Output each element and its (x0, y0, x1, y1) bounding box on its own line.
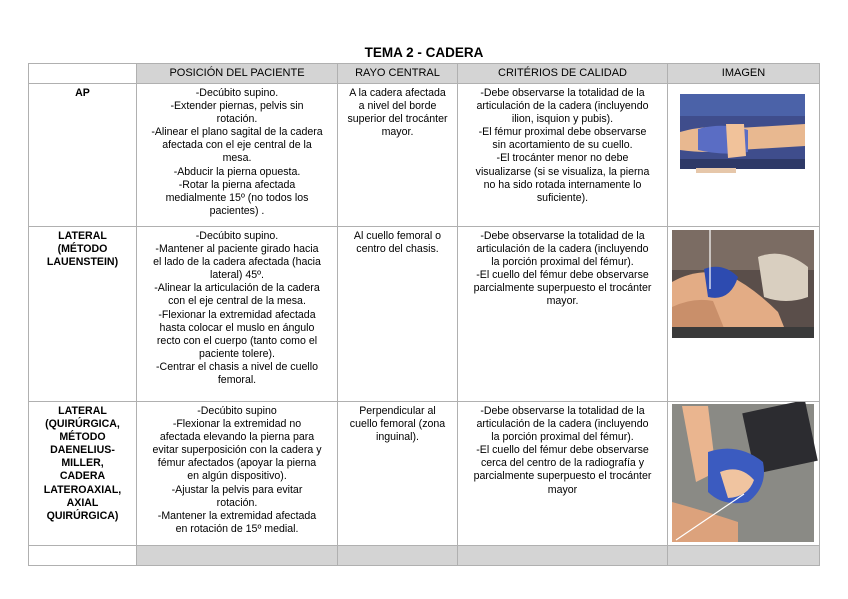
text-line: paciente tolere). (199, 347, 275, 360)
footer-cell (137, 546, 338, 566)
patient-photo-ap (668, 84, 818, 225)
text-line: rotación. (216, 496, 258, 509)
text-line: mesa. (222, 152, 252, 165)
text-line: -Debe observarse la totalidad de la (480, 405, 645, 417)
text-line: -Flexionar la extremidad afectada (158, 308, 316, 321)
cell-text (340, 87, 455, 139)
text-line: AP (75, 87, 90, 99)
text-line: rotación. (216, 113, 258, 126)
image-cell (668, 402, 820, 546)
text-line: AXIAL (66, 496, 99, 509)
row-name (29, 84, 137, 227)
table-row-lateral-quirurgica (29, 402, 820, 546)
text-line: parcialmente superpuesto el trocánter (473, 470, 652, 483)
footer-empty-cell (29, 546, 137, 566)
cell-text (29, 230, 136, 269)
text-line: articulación de la cadera (incluyendo (476, 100, 649, 113)
text-line: -Flexionar la extremidad no (172, 418, 302, 431)
text-line: MILLER, (61, 457, 104, 470)
position-cell (137, 402, 338, 546)
text-line: mayor (547, 483, 578, 496)
text-line: -El cuello del fémur debe observarse (476, 269, 649, 282)
text-line: medialmente 15º (no todos los (165, 191, 309, 204)
text-line: Perpendicular al (359, 405, 436, 417)
footer-cell (458, 546, 668, 566)
text-line: QUIRÚRGICA) (46, 509, 119, 522)
text-line: fémur afectados (apoyar la pierna (157, 457, 317, 470)
ray-cell (338, 227, 458, 402)
text-line: -Mantener la extremidad afectada (157, 509, 317, 522)
text-line: -Decúbito supino (197, 405, 277, 417)
text-line: con el eje central de la mesa. (168, 295, 306, 308)
ray-cell (338, 84, 458, 227)
image-cell (668, 84, 820, 227)
text-line: MÉTODO (59, 431, 106, 444)
text-line: articulación de la cadera (incluyendo (476, 418, 649, 431)
cell-text (139, 405, 335, 536)
text-line: -Mantener al paciente girado hacia (155, 243, 319, 256)
table-row-lateral-lauenstein (29, 227, 820, 402)
text-line: cerca del centro de la radiografía y (480, 457, 645, 470)
position-cell (137, 227, 338, 402)
text-line: evitar superposición con la cadera y (152, 444, 322, 457)
header-image: IMAGEN (668, 64, 820, 84)
text-line: lateral) 45º. (210, 269, 264, 282)
text-line: en algún dispositivo). (187, 470, 287, 483)
text-line: articulación de la cadera (incluyendo (476, 243, 649, 256)
header-row (29, 64, 820, 84)
text-line: suficiente). (536, 191, 589, 204)
text-line: a nivel del borde (358, 100, 437, 113)
text-line: no ha sido rotada internamente lo (483, 178, 642, 191)
text-line: -Decúbito supino. (195, 230, 279, 242)
cell-text (139, 230, 335, 387)
text-line: sin acortamiento de su cuello. (492, 139, 633, 152)
text-line: Al cuello femoral o (353, 230, 442, 242)
cell-text (340, 405, 455, 444)
cell-text (460, 405, 665, 497)
text-line: -Alinear la articulación de la cadera (154, 282, 320, 295)
text-line: LATEROAXIAL, (43, 483, 122, 496)
text-line: DAENELIUS- (50, 444, 115, 457)
text-line: visualizarse (si se visualiza, la pierna (475, 165, 650, 178)
criteria-cell (458, 84, 668, 227)
text-line: A la cadera afectada (349, 87, 446, 99)
text-line: centro del chasis. (356, 243, 439, 256)
text-line: -Debe observarse la totalidad de la (480, 230, 645, 242)
text-line: -El cuello del fémur debe observarse (476, 444, 649, 457)
header-ray: RAYO CENTRAL (338, 64, 458, 84)
text-line: -Extender piernas, pelvis sin (170, 100, 304, 113)
cadera-table (28, 43, 820, 566)
text-line: recto con el cuerpo (tanto como el (156, 334, 318, 347)
patient-photo-lauenstein (668, 227, 818, 400)
header-criteria: CRITÉRIOS DE CALIDAD (458, 64, 668, 84)
patient-photo-axial (668, 402, 818, 544)
row-name (29, 227, 137, 402)
footer-row (29, 546, 820, 566)
text-line: ilion, isquion y pubis). (511, 113, 614, 126)
footer-cell (668, 546, 820, 566)
text-line: (QUIRÚRGICA, (45, 418, 120, 431)
text-line: mayor. (381, 126, 414, 139)
cell-text (460, 230, 665, 309)
text-line: -Decúbito supino. (195, 87, 279, 99)
text-line: afectada con el eje central de la (162, 139, 312, 152)
text-line: pacientes) . (209, 204, 265, 217)
criteria-cell (458, 402, 668, 546)
title-row (29, 43, 820, 64)
table-row-ap (29, 84, 820, 227)
text-line: -El trocánter menor no debe (496, 152, 629, 165)
text-line: en rotación de 15º medial. (175, 522, 299, 535)
text-line: (MÉTODO (57, 243, 108, 256)
text-line: femoral. (217, 374, 257, 387)
cell-text (460, 87, 665, 205)
text-line: superior del trocánter (347, 113, 448, 126)
text-line: -El fémur proximal debe observarse (478, 126, 647, 139)
cell-text (29, 405, 136, 523)
text-line: inguinal). (376, 431, 419, 444)
text-line: LATERAL (58, 230, 107, 242)
table-title: TEMA 2 - CADERA (29, 43, 820, 64)
text-line: hasta colocar el muslo en ángulo (159, 321, 315, 334)
image-cell (668, 227, 820, 402)
text-line: -Centrar el chasis a nivel de cuello (156, 360, 318, 373)
text-line: CADERA (59, 470, 106, 483)
cell-text (340, 230, 455, 256)
text-line: parcialmente superpuesto el trocánter (473, 282, 652, 295)
cell-text (139, 87, 335, 218)
header-position: POSICIÓN DEL PACIENTE (137, 64, 338, 84)
text-line: el lado de la cadera afectada (hacia (153, 256, 321, 269)
ray-cell (338, 402, 458, 546)
footer-cell (338, 546, 458, 566)
text-line: LATERAL (58, 405, 107, 417)
row-name (29, 402, 137, 546)
cell-text (29, 87, 136, 100)
text-line: -Ajustar la pelvis para evitar (171, 483, 303, 496)
text-line: -Alinear el plano sagital de la cadera (151, 126, 323, 139)
position-cell (137, 84, 338, 227)
text-line: la porción proximal del fémur). (491, 431, 634, 444)
text-line: -Rotar la pierna afectada (178, 178, 296, 191)
text-line: mayor. (546, 295, 579, 308)
header-empty-cell (29, 64, 137, 84)
text-line: -Abducir la pierna opuesta. (173, 165, 301, 178)
text-line: cuello femoral (zona (349, 418, 446, 431)
criteria-cell (458, 227, 668, 402)
text-line: -Debe observarse la totalidad de la (480, 87, 645, 99)
text-line: la porción proximal del fémur). (491, 256, 634, 269)
text-line: LAUENSTEIN) (46, 256, 119, 269)
text-line: afectada elevando la pierna para (159, 431, 315, 444)
